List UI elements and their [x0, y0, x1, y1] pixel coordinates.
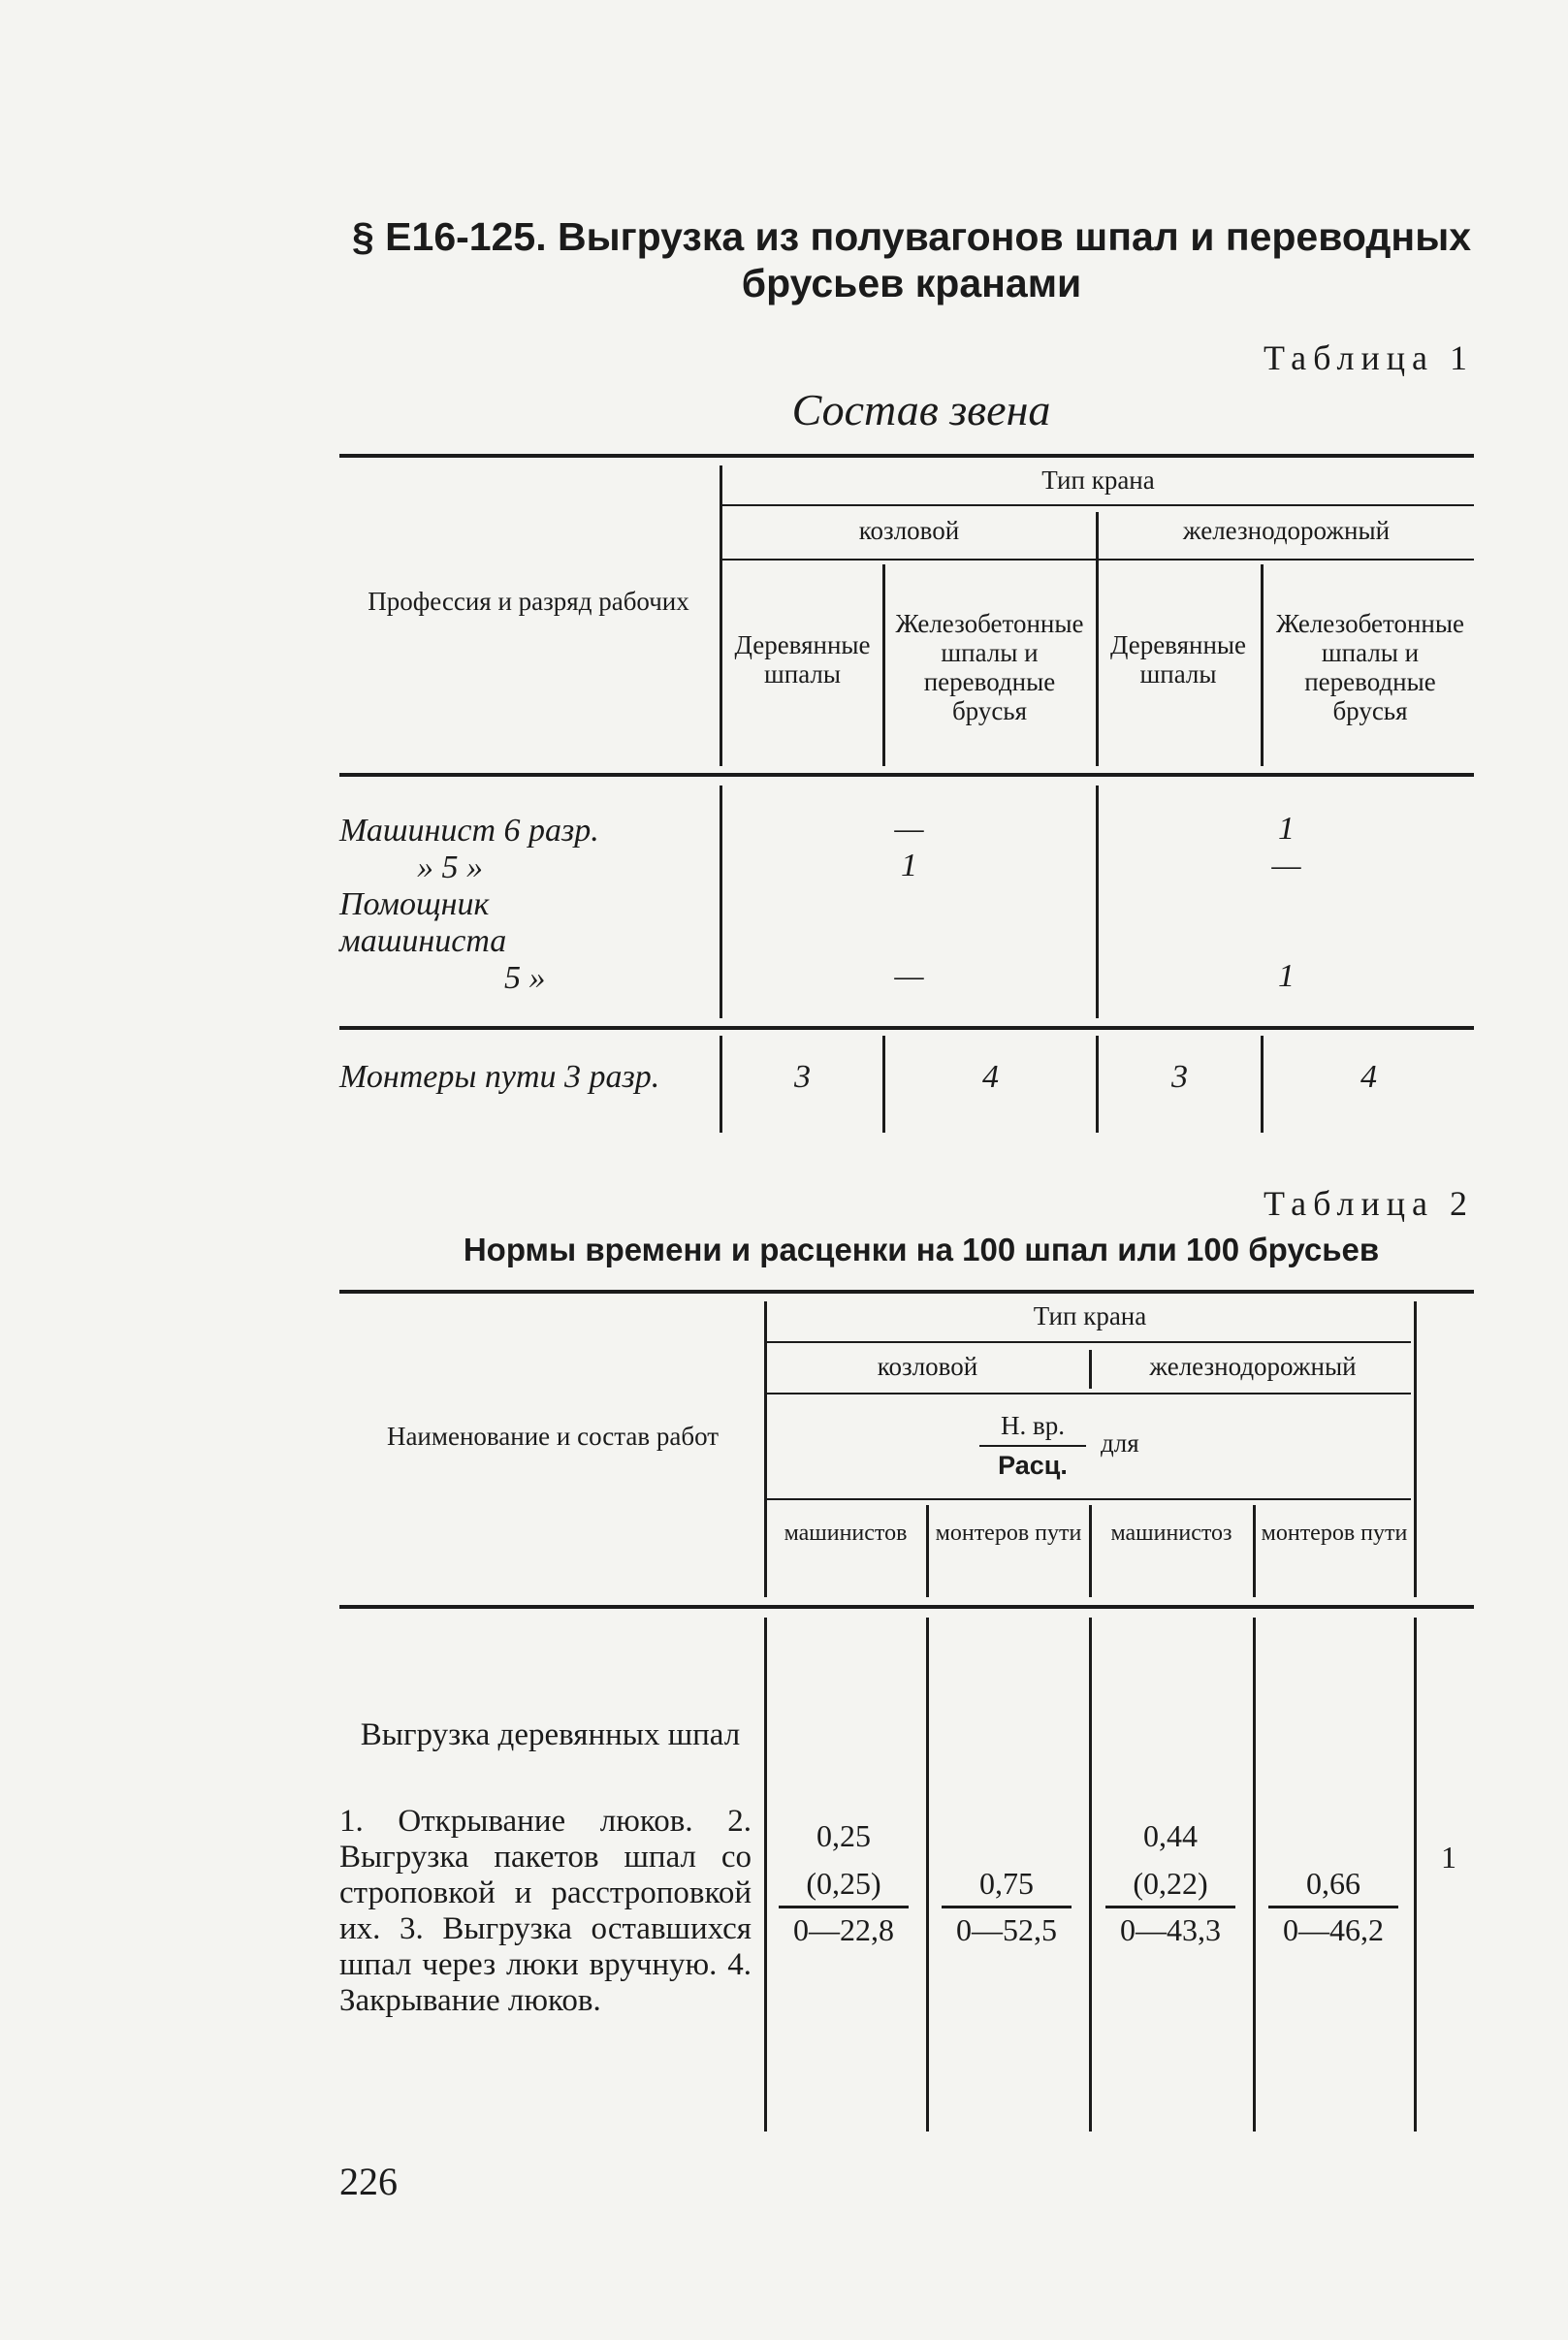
- t1-row2-v3: 3: [1171, 1059, 1188, 1095]
- t1-group-zhd: железнодорожный: [1182, 516, 1391, 545]
- t2-c2-top: 0,75: [979, 1866, 1034, 1901]
- t1-col4: Железобетонные шпалы и переводные брусья: [1276, 609, 1464, 725]
- t1-row1-l3: Помощник: [339, 886, 490, 922]
- t2-c3-bot: 0—43,3: [1120, 1912, 1221, 1947]
- t2-v1b: [764, 1618, 767, 2132]
- t2-c4-frac: [1261, 1866, 1406, 1948]
- t1-row2-v1: 3: [794, 1059, 811, 1095]
- t1-row2-v4: 4: [1360, 1059, 1377, 1095]
- t2-c3-frac: [1098, 1866, 1243, 1948]
- t2-v4: [1253, 1505, 1256, 1597]
- table1-label: Таблица 1: [1264, 338, 1474, 377]
- table1-subtitle: Состав звена: [791, 385, 1051, 434]
- t2-col2: монтеров пути: [935, 1521, 1082, 1546]
- t2-group-kozl: козловой: [877, 1352, 978, 1381]
- heading-line1: § Е16-125. Выгрузка из полувагонов шпал и переводных: [351, 214, 1472, 259]
- t2-col4: монтеров пути: [1261, 1521, 1408, 1546]
- t1-v3: [1096, 512, 1099, 766]
- t2-norm-rule: [766, 1498, 1411, 1500]
- t2-v2b: [926, 1618, 929, 2132]
- t1-v4: [1261, 564, 1264, 766]
- t2-c1-bot: 0—22,8: [793, 1912, 894, 1947]
- t2-c4-top: 0,66: [1306, 1866, 1360, 1901]
- t2-c2-bot: 0—52,5: [956, 1912, 1057, 1947]
- t2-c1-bar: [779, 1906, 909, 1908]
- t2-c4-bar: [1268, 1906, 1398, 1908]
- t2-norm-fraction: [979, 1411, 1086, 1481]
- t2-v3: [1089, 1505, 1092, 1597]
- t2-row-title: Выгрузка деревянных шпал: [360, 1717, 741, 1752]
- t2-group-zhd: железнодорожный: [1149, 1352, 1357, 1381]
- t1-crane-rule: [722, 504, 1474, 506]
- t1-row2-label: Монтеры пути 3 разр.: [339, 1059, 660, 1095]
- section-heading: [320, 213, 1503, 306]
- t1-col2: Железобетонные шпалы и переводные брусья: [895, 609, 1084, 725]
- t2-v4b: [1253, 1618, 1256, 2132]
- t2-row-header: Наименование и состав работ: [386, 1422, 720, 1451]
- t2-head-rule: [339, 1605, 1474, 1609]
- t2-c2-frac: [934, 1866, 1079, 1948]
- t2-norm-bar: [979, 1445, 1086, 1447]
- t2-col1: машинистов: [784, 1521, 908, 1546]
- t1-top-rule: [339, 454, 1474, 458]
- t1-zhd-v2: —: [1271, 848, 1301, 883]
- t1-zhd-v1: 1: [1278, 811, 1295, 847]
- t2-vr: [1414, 1301, 1417, 1597]
- page-number: 226: [339, 2160, 398, 2203]
- t2-v1: [764, 1301, 767, 1597]
- t2-c1-frac: [771, 1866, 916, 1948]
- t1-col1: Деревянные шпалы: [734, 630, 871, 689]
- t2-vrb: [1414, 1618, 1417, 2132]
- t1-row-rule: [339, 1026, 1474, 1030]
- t2-crane-type: Тип крана: [1033, 1301, 1147, 1330]
- t1-row1-l2: » 5 »: [417, 849, 483, 885]
- heading-line2: брусьев кранами: [741, 261, 1082, 305]
- t1-row2-v2: 4: [982, 1059, 999, 1095]
- t2-row-index: 1: [1441, 1840, 1456, 1875]
- t2-v3b: [1089, 1618, 1092, 2132]
- t2-c3-top: 0,44: [1143, 1818, 1198, 1853]
- t2-norm-top: Н. вр.: [1001, 1411, 1065, 1440]
- t2-c1-mid: (0,25): [806, 1866, 881, 1901]
- t1-v1: [720, 465, 722, 766]
- t2-group-rule: [766, 1393, 1411, 1394]
- t2-norm-bot: Расц.: [998, 1451, 1068, 1480]
- table2-label: Таблица 2: [1264, 1184, 1474, 1223]
- t1-group-kozl: козловой: [858, 516, 960, 545]
- t2-norm-for: для: [1101, 1428, 1139, 1458]
- t1-kozl-v3: —: [894, 958, 924, 994]
- t1-col3: Деревянные шпалы: [1109, 630, 1247, 689]
- t2-row-desc: 1. Открывание люков. 2. Выгрузка пакетов шпал со строповкой и расстроповкой их. 3. Выгрузка оставшихся шпал через люки вручную. 4. Закрывание люков.: [339, 1804, 752, 2018]
- table2-subtitle: Нормы времени и расценки на 100 шпал или 100 брусьев: [463, 1232, 1380, 1267]
- t1-row1-l5: 5 »: [504, 960, 546, 996]
- t2-c4-bot: 0—46,2: [1283, 1912, 1384, 1947]
- t2-c3-bar: [1105, 1906, 1235, 1908]
- t2-top-rule: [339, 1290, 1474, 1294]
- t1-row1-l1: Машинист 6 разр.: [339, 813, 599, 849]
- t2-c2-bar: [942, 1906, 1072, 1908]
- t1-kozl-v2: 1: [901, 848, 917, 883]
- t2-col3: машинистоз: [1110, 1521, 1232, 1546]
- t2-c1-top: 0,25: [816, 1818, 871, 1853]
- t1-crane-type: Тип крана: [1041, 465, 1155, 495]
- t1-v2: [882, 564, 885, 766]
- t1-kozl-v1: —: [894, 811, 924, 847]
- t1-row1-l4: машиниста: [339, 923, 507, 959]
- t1-head-rule: [339, 773, 1474, 777]
- t1-zhd-v3: 1: [1278, 958, 1295, 994]
- t2-v2: [926, 1505, 929, 1597]
- t1-row-header: Профессия и разряд рабочих: [368, 587, 689, 616]
- t2-crane-rule: [766, 1341, 1411, 1343]
- t2-c3-mid: (0,22): [1133, 1866, 1208, 1901]
